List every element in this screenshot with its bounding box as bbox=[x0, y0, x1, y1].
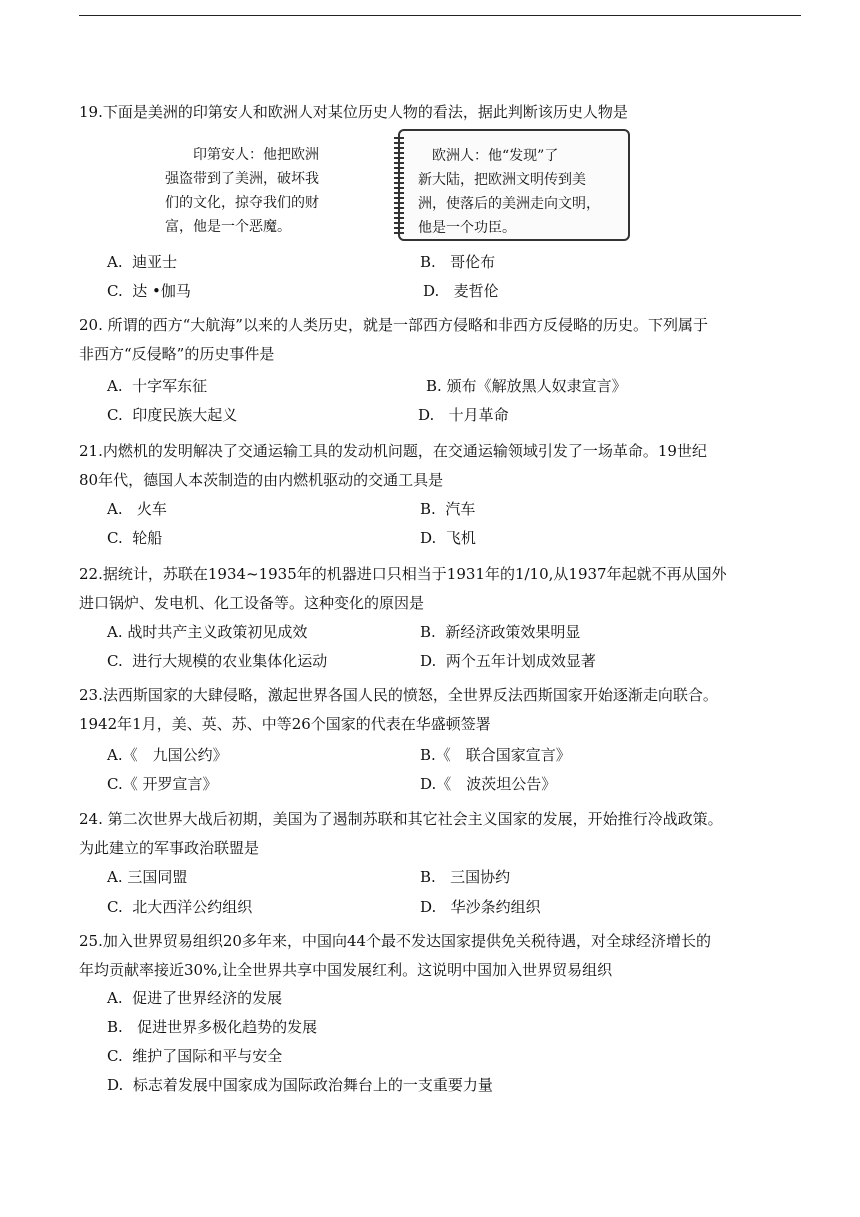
european-quote bbox=[418, 144, 628, 240]
question-23-stem: 23.法西斯国家的大肆侵略，激起世界各国人民的愤怒，全世界反法西斯国家开始逐渐走向联合。 bbox=[79, 686, 718, 704]
question-22-stem: 进口锅炉、发电机、化工设备等。这种变化的原因是 bbox=[79, 594, 425, 612]
indian-quote-line: 富，他是一个恶魔。 bbox=[165, 219, 291, 235]
european-quote-line: 欧洲人：他“发现”了 bbox=[418, 148, 559, 164]
option-d[interactable]: D. 麦哲伦 bbox=[423, 282, 499, 300]
option-d[interactable]: D. 十月革命 bbox=[418, 406, 509, 424]
option-b[interactable]: B. 哥伦布 bbox=[420, 253, 496, 271]
option-d[interactable]: D. 华沙条约组织 bbox=[420, 898, 541, 916]
european-quote-line: 新大陆，把欧洲文明传到美 bbox=[418, 172, 586, 188]
option-a[interactable]: A. 战时共产主义政策初见成效 bbox=[107, 623, 308, 641]
option-c[interactable]: C. 印度民族大起义 bbox=[107, 406, 238, 424]
indian-quote bbox=[165, 143, 360, 239]
option-c[interactable]: C.《 开罗宣言》 bbox=[107, 775, 218, 793]
option-c[interactable]: C. 进行大规模的农业集体化运动 bbox=[107, 652, 328, 670]
question-20-stem: 20. 所谓的西方“大航海”以来的人类历史，就是一部西方侵略和非西方反侵略的历史。下列属于 bbox=[79, 316, 708, 334]
option-b[interactable]: B. 颁布《解放黑人奴隶宣言》 bbox=[426, 377, 627, 395]
question-19-stem: 19.下面是美洲的印第安人和欧洲人对某位历史人物的看法，据此判断该历史人物是 bbox=[79, 103, 628, 121]
european-quote-line: 他是一个功臣。 bbox=[418, 220, 516, 236]
option-b[interactable]: B.《 联合国家宣言》 bbox=[420, 746, 571, 764]
option-c[interactable]: C. 达 •伽马 bbox=[107, 282, 191, 300]
option-d[interactable]: D. 标志着发展中国家成为国际政治舞台上的一支重要力量 bbox=[107, 1076, 493, 1094]
notebook-spiral bbox=[394, 137, 404, 235]
indian-quote-line: 们的文化，掠夺我们的财 bbox=[165, 195, 319, 211]
option-a[interactable]: A. 迪亚士 bbox=[107, 253, 178, 271]
question-24-stem: 24. 第二次世界大战后初期，美国为了遏制苏联和其它社会主义国家的发展，开始推行冷战政策。 bbox=[79, 810, 723, 828]
option-d[interactable]: D.《 波茨坦公告》 bbox=[420, 775, 557, 793]
option-a[interactable]: A. 火车 bbox=[107, 500, 167, 518]
option-c[interactable]: C. 北大西洋公约组织 bbox=[107, 898, 253, 916]
option-a[interactable]: A. 十字军东征 bbox=[107, 377, 208, 395]
question-22-stem: 22.据统计，苏联在1934~1935年的机器进口只相当于1931年的1/10,从1937年起就不再从国外 bbox=[79, 565, 727, 583]
option-b[interactable]: B. 新经济政策效果明显 bbox=[420, 623, 581, 641]
option-c[interactable]: C. 维护了国际和平与安全 bbox=[107, 1047, 283, 1065]
option-a[interactable]: A. 三国同盟 bbox=[107, 868, 188, 886]
option-b[interactable]: B. 三国协约 bbox=[420, 868, 511, 886]
question-21-stem: 21.内燃机的发明解决了交通运输工具的发动机问题，在交通运输领域引发了一场革命。19世纪 bbox=[79, 442, 707, 460]
question-23-stem: 1942年1月，美、英、苏、中等26个国家的代表在华盛顿签署 bbox=[79, 715, 491, 733]
option-a[interactable]: A. 促进了世界经济的发展 bbox=[107, 989, 283, 1007]
question-24-stem: 为此建立的军事政治联盟是 bbox=[79, 839, 260, 857]
option-b[interactable]: B. 促进世界多极化趋势的发展 bbox=[107, 1018, 318, 1036]
option-d[interactable]: D. 两个五年计划成效显著 bbox=[420, 652, 596, 670]
question-25-stem: 25.加入世界贸易组织20多年来，中国向44个最不发达国家提供免关税待遇，对全球经济增长的 bbox=[79, 932, 712, 950]
option-c[interactable]: C. 轮船 bbox=[107, 529, 163, 547]
indian-quote-line: 印第安人：他把欧洲 bbox=[165, 147, 319, 163]
european-quote-line: 洲，使落后的美洲走向文明， bbox=[418, 196, 600, 212]
indian-quote-line: 强盗带到了美洲，破坏我 bbox=[165, 171, 319, 187]
option-b[interactable]: B. 汽车 bbox=[420, 500, 476, 518]
top-rule bbox=[79, 15, 801, 16]
question-25-stem: 年均贡献率接近30%,让全世界共享中国发展红利。这说明中国加入世界贸易组织 bbox=[79, 961, 613, 979]
option-d[interactable]: D. 飞机 bbox=[420, 529, 476, 547]
option-a[interactable]: A.《 九国公约》 bbox=[107, 746, 228, 764]
question-20-stem: 非西方“反侵略”的历史事件是 bbox=[79, 345, 275, 363]
european-quote-notebook bbox=[398, 129, 630, 241]
question-21-stem: 80年代，德国人本茨制造的由内燃机驱动的交通工具是 bbox=[79, 471, 444, 489]
